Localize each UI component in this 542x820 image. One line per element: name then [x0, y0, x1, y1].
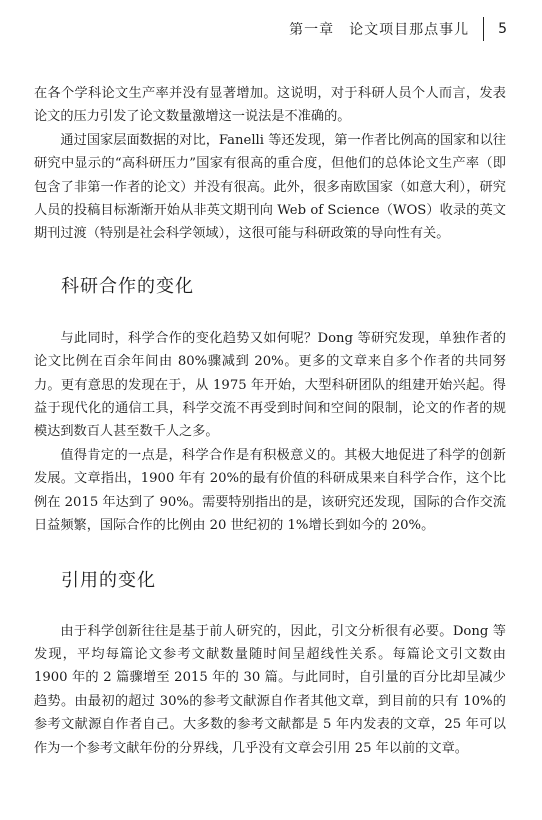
paragraph: 通过国家层面数据的对比，Fanelli 等还发现，第一作者比例高的国家和以往研究中显示的“高科研压力”国家有很高的重合度，但他们的总体论文生产率（即包含了非第一作者的论文）并没有很高。此外，很多南欧国家（如意大利），研究人员的投稿目标渐渐开始从非英文期刊向 Web of Science（WOS）收录的英文期刊过渡（特别是社会科学领域），这很可能与科研政策的导向性有关。 [34, 132, 506, 242]
chapter-title: 第一章 论文项目那点事儿 [289, 22, 470, 38]
paragraph: 由于科学创新往往是基于前人研究的，因此，引文分析很有必要。Dong 等发现，平均每篇论文参考文献数量随时间呈超线性关系。每篇论文引文数由 1900 年的 2 篇骤增至 2015 年的 30 篇。与此同时，自引量的百分比却呈减少趋势。由最初的超过 30%的参考文献源自作者其他文章，到目前的只有 10%的参考文献源自作者自己。大多数的参考文献都是 5 年内发表的文章，25 年可以作为一个参考文献年份的分界线，几乎没有文章会引用 25 年以前的文章。 [34, 623, 506, 756]
header-divider [483, 17, 484, 41]
running-header [289, 16, 508, 42]
section-heading-citation: 引用的变化 [61, 569, 156, 591]
section-heading-collaboration: 科研合作的变化 [61, 275, 194, 297]
page-body [34, 82, 506, 760]
paragraph: 与此同时，科学合作的变化趋势又如何呢？Dong 等研究发现，单独作者的论文比例在百余年间由 80%骤减到 20%。更多的文章来自多个作者的共同努力。更有意思的发现在于，从 1975 年开始，大型科研团队的组建开始兴起。得益于现代化的通信工具，科学交流不再受到时间和空间的限制，论文的作者的规模达到数百人甚至数千人之多。 [34, 330, 506, 440]
page-number: 5 [498, 21, 508, 37]
paragraph: 在各个学科论文生产率并没有显著增加。这说明，对于科研人员个人而言，发表论文的压力引发了论文数量激增这一说法是不准确的。 [34, 86, 506, 125]
paragraph: 值得肯定的一点是，科学合作是有积极意义的。其极大地促进了科学的创新发展。文章指出，1900 年有 20%的最有价值的科研成果来自科学合作，这个比例在 2015 年达到了 90%。需要特别指出的是，该研究还发现，国际的合作交流日益频繁，国际合作的比例由 20 世纪初的 1%增长到如今的 20%。 [34, 447, 506, 534]
